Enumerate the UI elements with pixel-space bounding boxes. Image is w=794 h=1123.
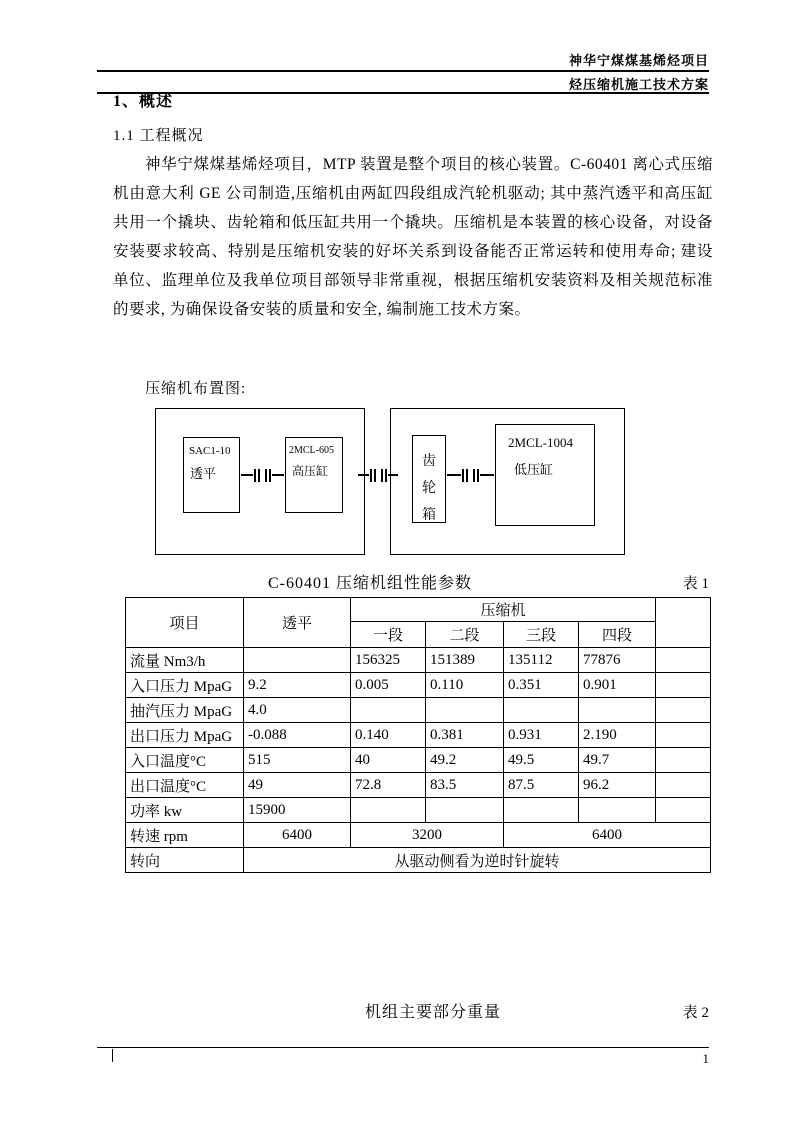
- table-cell: 83.5: [426, 773, 504, 798]
- table-cell: 0.351: [504, 673, 579, 698]
- table-cell: [351, 698, 426, 723]
- coupling-symbol: [358, 468, 398, 482]
- table-row-direction: [126, 848, 711, 873]
- table-cell: 15900: [244, 798, 351, 823]
- table-cell: [504, 698, 579, 723]
- table-row: [126, 748, 711, 773]
- table-cell: [579, 798, 656, 823]
- row-label: 入口压力 MpaG: [126, 673, 244, 698]
- table-cell: 135112: [504, 648, 579, 673]
- table-cell: 3200: [351, 823, 504, 848]
- table-cell: 72.8: [351, 773, 426, 798]
- lp-model-label: 2MCL-1004: [508, 435, 573, 450]
- intro-paragraph: 神华宁煤煤基烯烃项目，MTP 装置是整个项目的核心装置。C-60401 离心式压缩机由意大利 GE 公司制造,压缩机由两缸四段组成汽轮机驱动; 其中蒸汽透平和高压缸共用一个撬块、齿轮箱和低压缸共用一个撬块。压缩机是本装置的核心设备，对设备安装要求较高、特别是压缩机安装的好坏关系到设备能否正常运转和使用寿命; 建设单位、监理单位及我单位项目部领导非常重视，根据压缩机安装资料及相关规范标准的要求, 为确保设备安装的质量和安全, 编制施工技术方案。: [113, 156, 713, 318]
- footer-cursor-mark: [112, 1049, 113, 1062]
- column-header-stage2: 二段: [426, 622, 504, 648]
- table-cell: 151389: [426, 648, 504, 673]
- table-cell: [656, 748, 711, 773]
- table-cell: 49: [244, 773, 351, 798]
- table-cell: [656, 673, 711, 698]
- column-header-compressor: 压缩机: [351, 598, 656, 622]
- turbine-model-label: SAC1-10: [189, 445, 231, 457]
- hp-cylinder-box: [285, 437, 343, 513]
- table-cell: [656, 773, 711, 798]
- table1-tag: 表 1: [682, 576, 709, 592]
- table-cell: 77876: [579, 648, 656, 673]
- table-row-speed: [126, 823, 711, 848]
- column-header-stage1: 一段: [351, 622, 426, 648]
- table-cell: 9.2: [244, 673, 351, 698]
- table-cell: 49.7: [579, 748, 656, 773]
- table-row: [126, 673, 711, 698]
- row-label: 出口压力 MpaG: [126, 723, 244, 748]
- page-number: 1: [702, 1051, 709, 1066]
- table-cell: [426, 698, 504, 723]
- table-row: [126, 698, 711, 723]
- table-cell: 40: [351, 748, 426, 773]
- table-cell: [351, 798, 426, 823]
- turbine-name-label: 透平: [190, 466, 217, 481]
- table-header-row: [126, 598, 711, 622]
- table-row: [126, 648, 711, 673]
- table-cell: 2.190: [579, 723, 656, 748]
- table2-title: 机组主要部分重量: [365, 1004, 502, 1021]
- gearbox-box: [412, 435, 446, 523]
- table-cell: [579, 698, 656, 723]
- table-cell: 从驱动侧看为逆时针旋转: [244, 848, 711, 873]
- table-cell: [656, 648, 711, 673]
- table-cell: 0.901: [579, 673, 656, 698]
- row-label: 抽汽压力 MpaG: [126, 698, 244, 723]
- table-cell: 87.5: [504, 773, 579, 798]
- header-title-line2: 烃压缩机施工技术方案: [568, 77, 709, 92]
- hp-name-label: 高压缸: [292, 464, 329, 478]
- table-cell: [656, 698, 711, 723]
- table-cell: 515: [244, 748, 351, 773]
- table-cell: 0.140: [351, 723, 426, 748]
- column-header-turbine: 透平: [244, 598, 351, 648]
- figure-label: 压缩机布置图:: [145, 381, 247, 397]
- row-label: 功率 kw: [126, 798, 244, 823]
- table-cell: 49.2: [426, 748, 504, 773]
- lp-name-label: 低压缸: [514, 462, 554, 477]
- table2-tag: 表 2: [682, 1005, 709, 1021]
- row-label: 转速 rpm: [126, 823, 244, 848]
- table-cell: [504, 798, 579, 823]
- table-row: [126, 723, 711, 748]
- table-row: [126, 798, 711, 823]
- row-label: 入口温度°C: [126, 748, 244, 773]
- table-cell: 0.110: [426, 673, 504, 698]
- hp-model-label: 2MCL-605: [289, 445, 334, 456]
- gearbox-label: 齿轮箱: [422, 454, 436, 523]
- table-cell: -0.088: [244, 723, 351, 748]
- table-cell: 0.005: [351, 673, 426, 698]
- header-rule-top: [97, 70, 709, 72]
- table-cell: 0.381: [426, 723, 504, 748]
- row-label: 流量 Nm3/h: [126, 648, 244, 673]
- lp-cylinder-box: [495, 424, 595, 526]
- footer-rule: [97, 1047, 709, 1048]
- row-label: 出口温度°C: [126, 773, 244, 798]
- column-header-stage4: 四段: [579, 622, 656, 648]
- table-cell: 0.931: [504, 723, 579, 748]
- column-header-empty: [656, 598, 711, 648]
- table-cell: 6400: [244, 823, 351, 848]
- subsection-heading: 1.1 工程概况: [113, 128, 204, 144]
- header-title-line1: 神华宁煤煤基烯烃项目: [568, 53, 709, 68]
- table-cell: [426, 798, 504, 823]
- table-cell: [244, 648, 351, 673]
- table-cell: [656, 798, 711, 823]
- column-header-item: 项目: [126, 598, 244, 648]
- compressor-layout-diagram: [155, 405, 630, 557]
- table-row: [126, 773, 711, 798]
- table-cell: 96.2: [579, 773, 656, 798]
- table-cell: 4.0: [244, 698, 351, 723]
- table-cell: 6400: [504, 823, 711, 848]
- turbine-box: [183, 437, 240, 513]
- coupling-symbol: [447, 468, 494, 482]
- row-label: 转向: [126, 848, 244, 873]
- performance-table: [125, 597, 711, 873]
- table-cell: 156325: [351, 648, 426, 673]
- table-cell: 49.5: [504, 748, 579, 773]
- table-cell: [656, 723, 711, 748]
- coupling-symbol: [241, 468, 284, 482]
- section-heading: 1、概述: [113, 93, 174, 110]
- table1-title: C-60401 压缩机组性能参数: [268, 575, 473, 592]
- column-header-stage3: 三段: [504, 622, 579, 648]
- header-rule-bottom: [97, 92, 709, 94]
